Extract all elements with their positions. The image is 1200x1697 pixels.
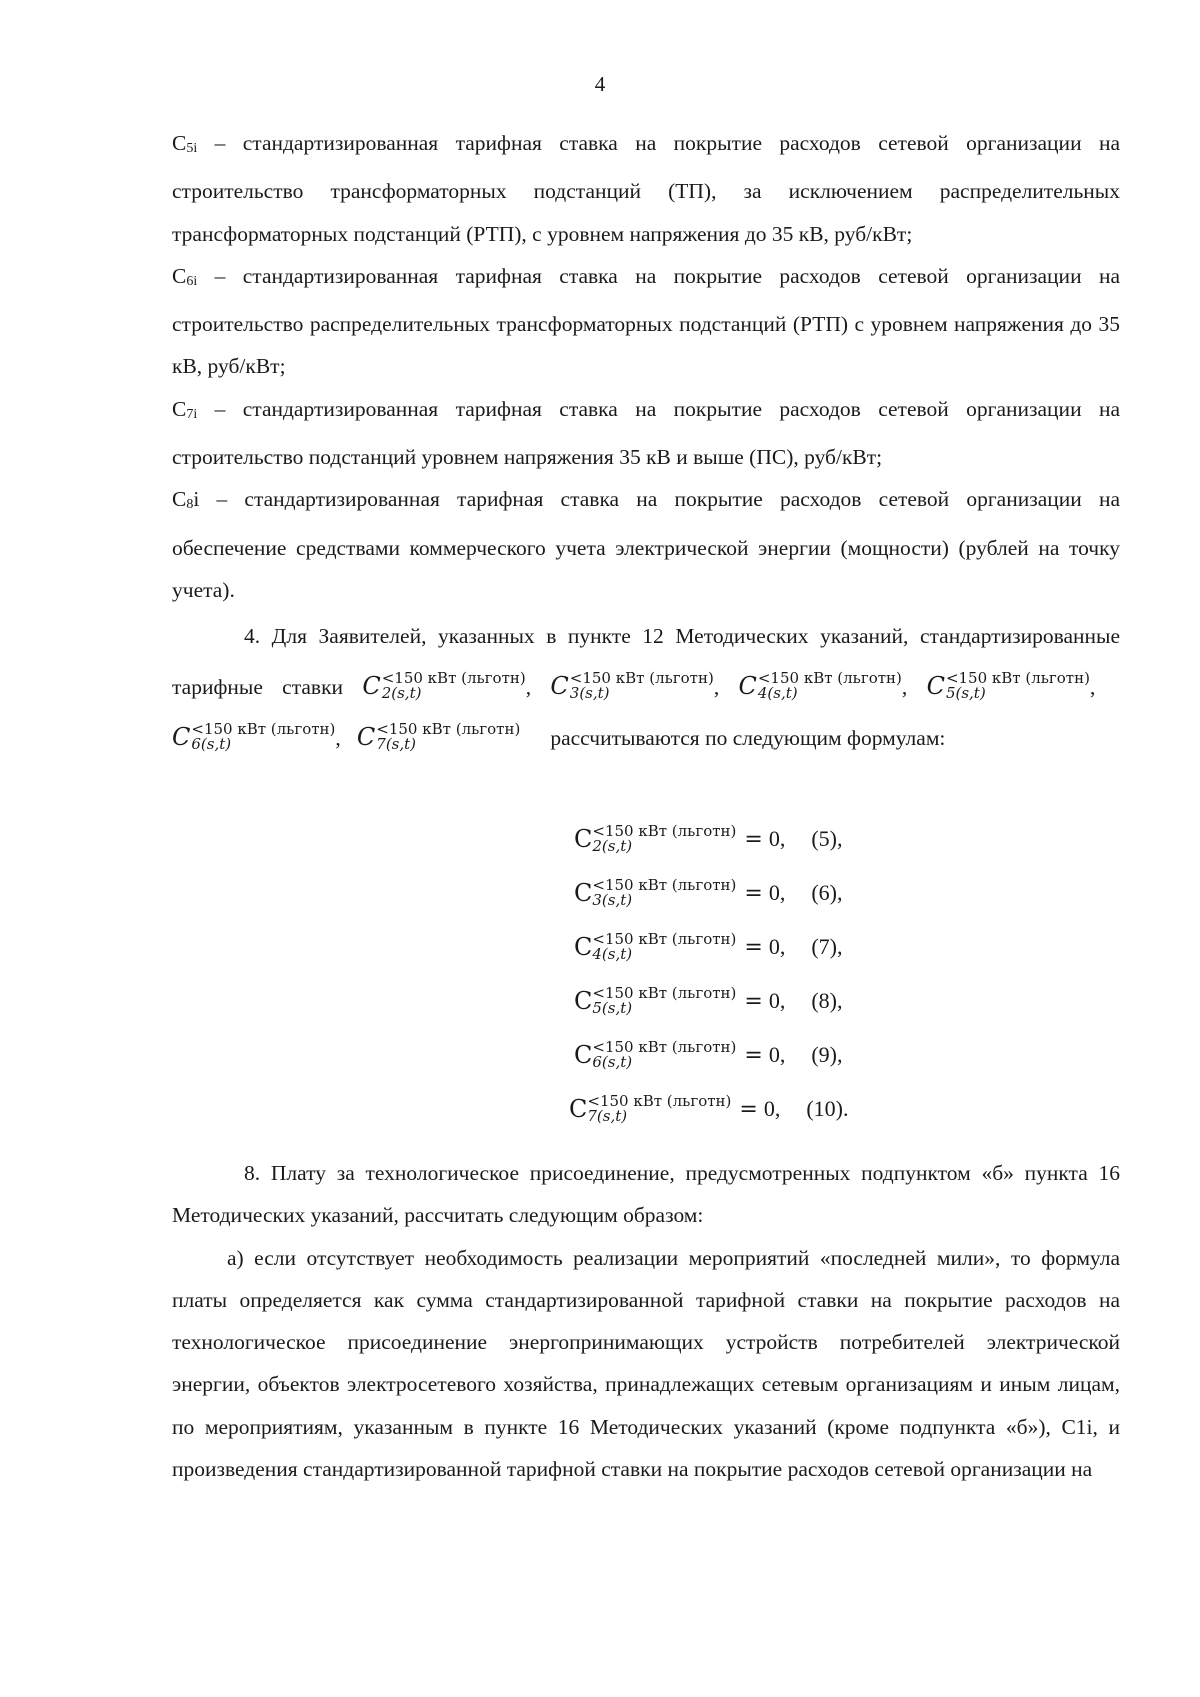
formula-6: С <150 кВт (льготн) 3(s,t) = 0, (6), [574, 876, 843, 909]
symbol-subscript: 8 [186, 497, 194, 513]
paragraph-8: 8. Плату за технологическое присоединение, предусмотренных подпунктом «б» пункта 16 Методических указаний, рассчитать следующим образом: [172, 1161, 1120, 1228]
definition-c5 [172, 122, 1120, 255]
closing-paragraphs [172, 1152, 1120, 1490]
symbol: С [172, 263, 187, 288]
paragraph-a: а) если отсутствует необходимость реализации мероприятий «последней мили», то формула платы определяется как сумма стандартизированной тарифной ставки на покрытие расходов на технологическое присоединение энергопринимающих устройств потребителей электрической энергии, объектов электросетевого хозяйства, принадлежащих сетевым организациям и иным лицам, по мероприятиям, указанным в пункте 16 Методических указаний (кроме подпункта «б»), С1i, и произведения стандартизированной тарифной ставки на покрытие расходов сетевой организации на [172, 1245, 1120, 1482]
paragraph-4-outro: рассчитываются по следующим формулам: [550, 726, 946, 751]
symbol: С [172, 396, 187, 421]
formula-9: С <150 кВт (льготн) 6(s,t) = 0, (9), [574, 1038, 843, 1071]
symbol-subscript: 6i [186, 273, 198, 289]
definition-text: – стандартизированная тарифная ставка на покрытие расходов сетевой организации на строительство распределительных трансформаторных подстанций (РТП) с уровнем напряжения до 35 кВ, руб/кВт; [172, 263, 1120, 379]
equation-number: (9), [811, 1042, 843, 1067]
rate-symbol-inline: C <150 кВт (льготн) 5(s,t) [926, 669, 1090, 703]
rate-symbol-inline: C <150 кВт (льготн) 7(s,t) [356, 720, 521, 754]
equation-number: (6), [811, 880, 843, 905]
definition-text: – стандартизированная тарифная ставка на покрытие расходов сетевой организации на строительство трансформаторных подстанций (ТП), за исключением распределительных трансформаторных подстанций (РТП), с уровнем напряжения до 35 кВ, руб/кВт; [172, 131, 1120, 246]
definition-text: – стандартизированная тарифная ставка на покрытие расходов сетевой организации на обеспечение средствами коммерческого учета электрической энергии (мощности) (рублей на точку учета). [172, 487, 1120, 602]
page-number: 4 [594, 72, 606, 96]
definition-text: – стандартизированная тарифная ставка на покрытие расходов сетевой организации на строительство подстанций уровнем напряжения 35 кВ и выше (ПС), руб/кВт; [172, 396, 1120, 470]
rate-symbol-inline: C <150 кВт (льготн) 4(s,t) [738, 669, 902, 703]
symbol: С [172, 131, 187, 155]
formula-7: С <150 кВт (льготн) 4(s,t) = 0, (7), [574, 930, 843, 963]
formula-8: С <150 кВт (льготн) 5(s,t) = 0, (8), [574, 984, 843, 1017]
symbol-subscript: 5i [186, 141, 198, 156]
symbol-subscript: 7i [186, 406, 198, 422]
rate-symbol-inline: C <150 кВт (льготн) 6(s,t) [172, 720, 336, 754]
definition-c8 [172, 478, 1120, 611]
symbol-tail: i [193, 487, 200, 512]
formula-5: С <150 кВт (льготн) 2(s,t) = 0, (5), [574, 822, 843, 855]
definitions-block [172, 122, 1120, 763]
equation-number: (5), [811, 826, 843, 851]
definition-c7 [172, 388, 1120, 479]
rate-symbol-inline: C <150 кВт (льготн) 2(s,t) [362, 669, 526, 703]
equation-number: (8), [811, 988, 843, 1013]
equation-number: (7), [811, 934, 843, 959]
paragraph-4: 4. Для Заявителей, указанных в пункте 12 Методических указаний, стандартизированные тарифные ставки C <150 кВт (льготн) 2(s,t) , C <150 кВт (льготн) 3(s,t) , C <150 кВт (льготн) 4(s,t) , C <150 кВт (льготн) 5(s,t) , C <150 кВт (льготн) 6(s,t) , C <150 кВт (льготн) 7(s,t) рассчитываются по следующим формулам: [172, 611, 1120, 763]
rate-symbol-inline: C <150 кВт (льготн) 3(s,t) [550, 669, 714, 703]
formula-10: С <150 кВт (льготн) 7(s,t) = 0, (10). [569, 1092, 849, 1125]
symbol: С [172, 487, 187, 512]
definition-c6 [172, 255, 1120, 388]
equation-number: (10). [806, 1096, 849, 1121]
paragraph-4-intro: 4. Для Заявителей, указанных в пункте 12 Методических указаний, стандартизированные тарифные ставки [172, 624, 1120, 700]
